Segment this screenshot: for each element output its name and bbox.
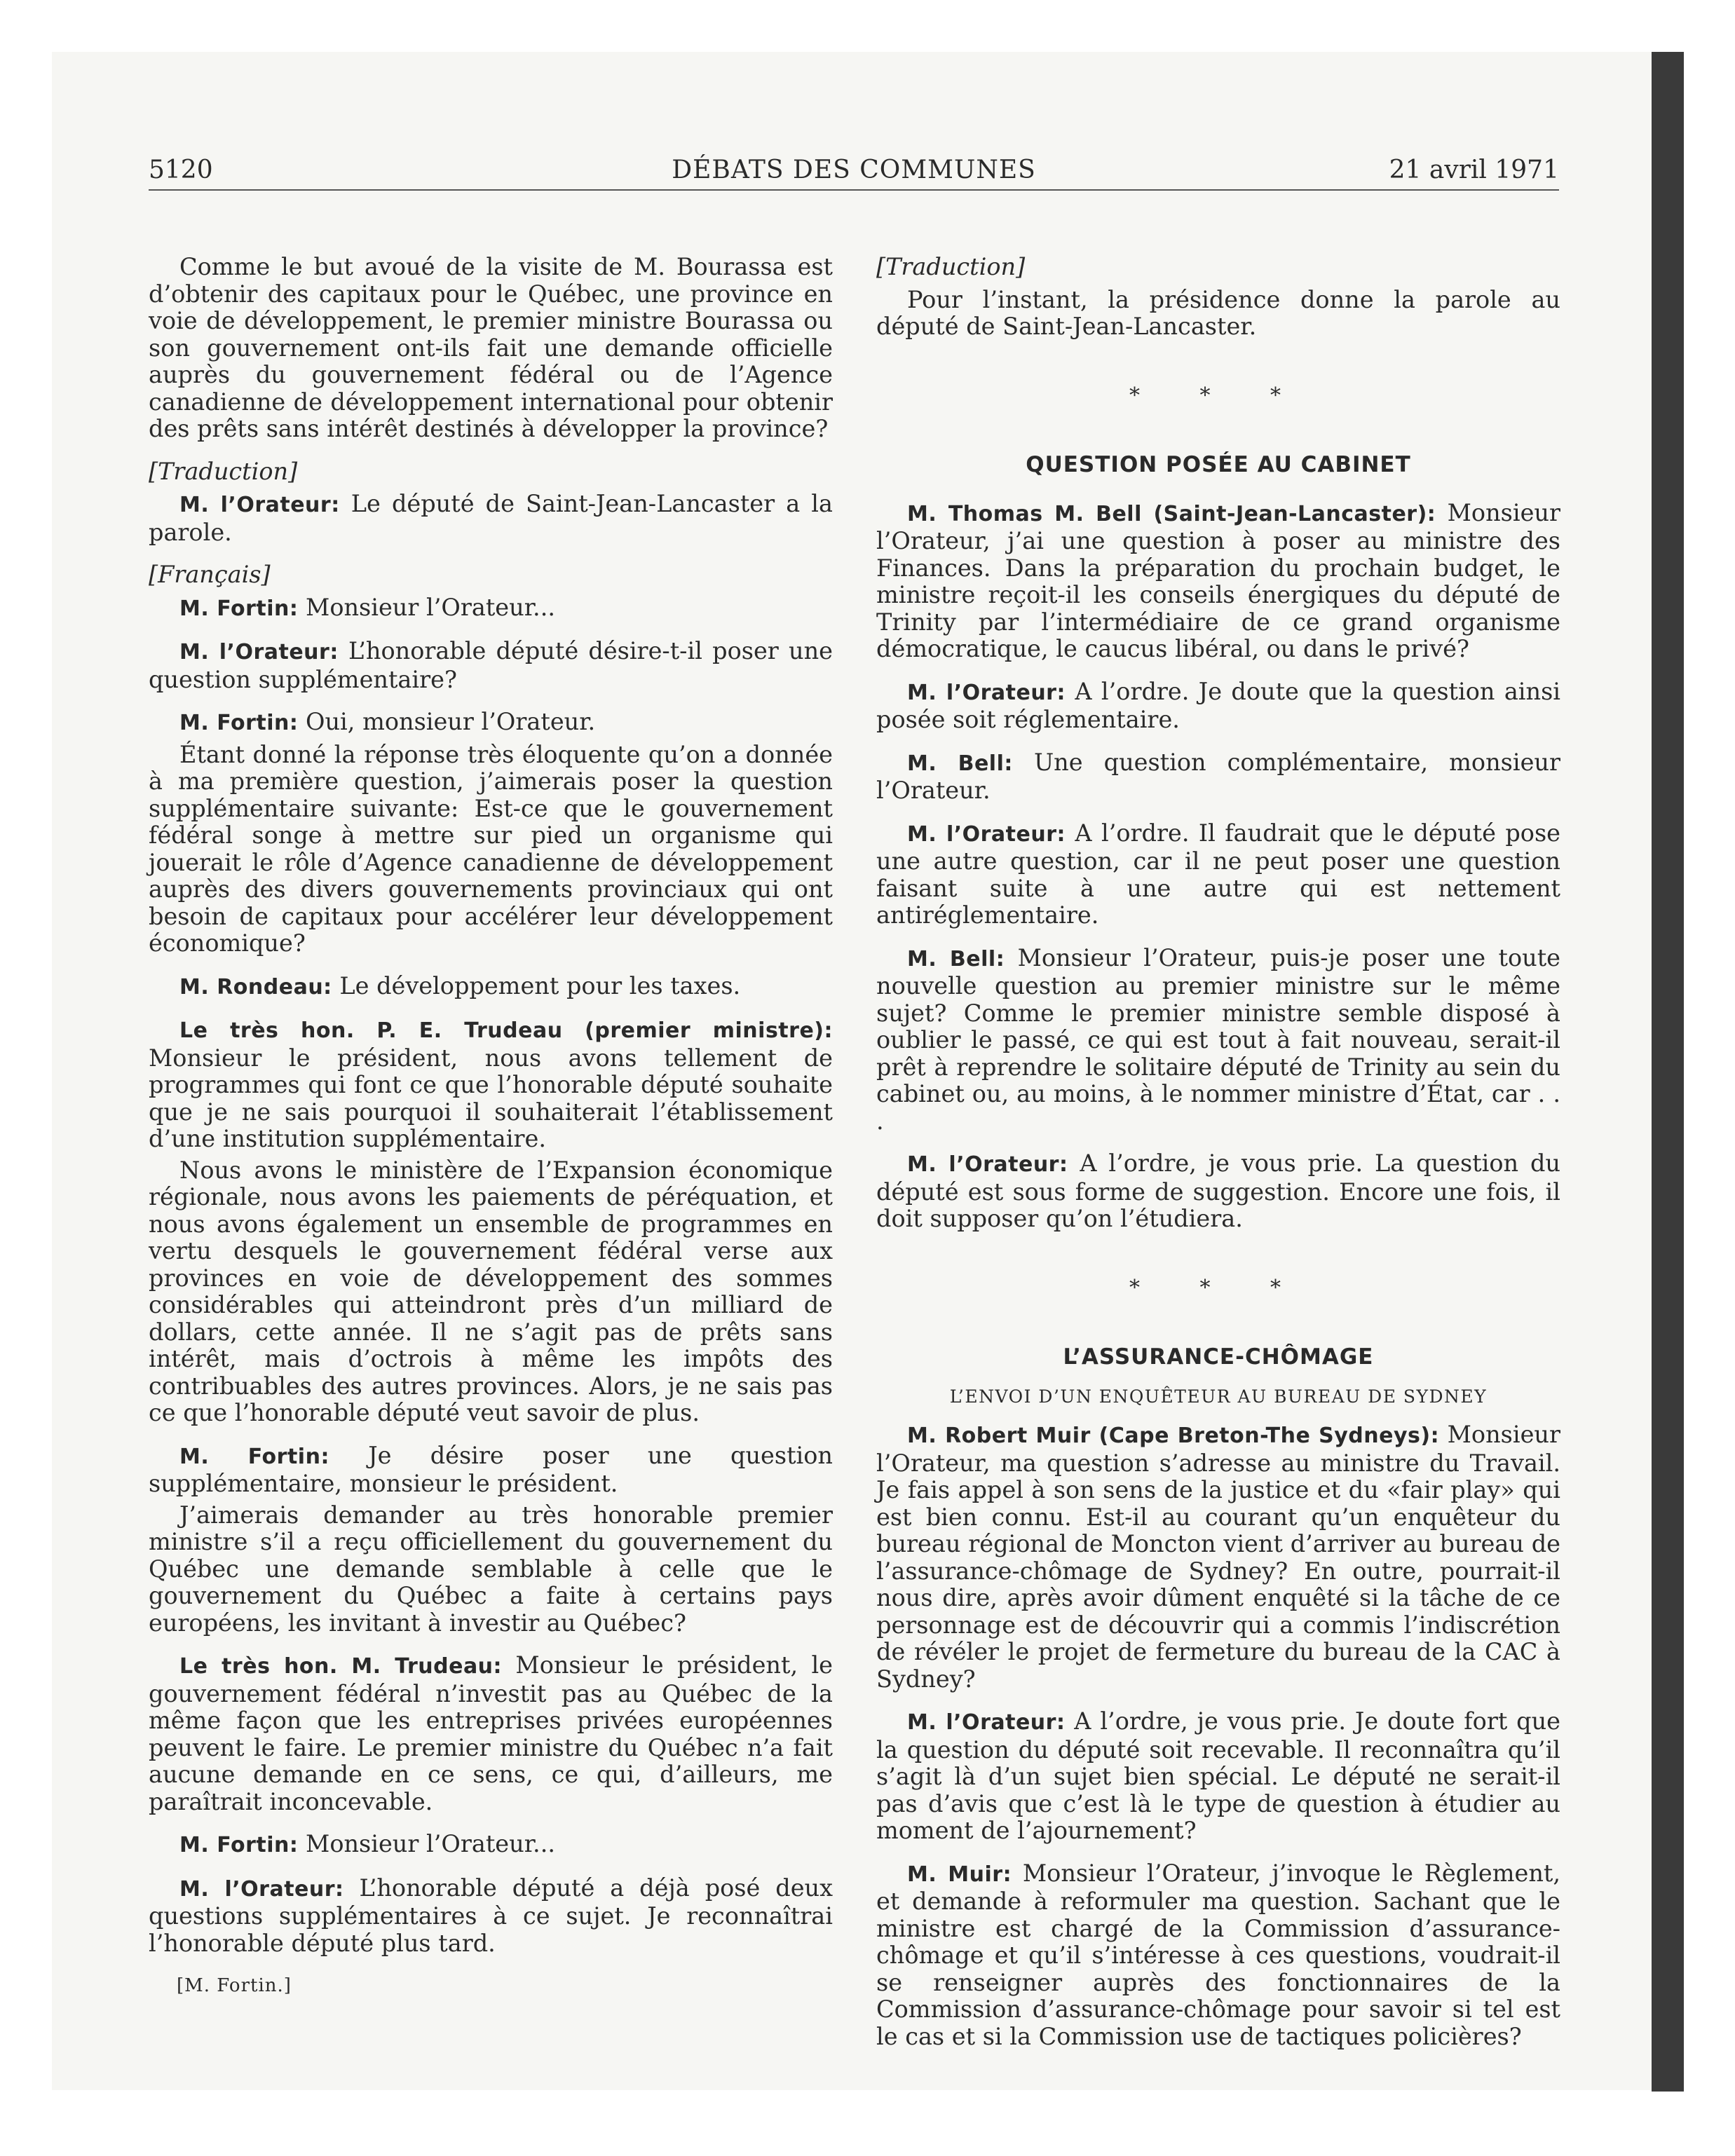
speech [149, 1442, 833, 1498]
speech [149, 1831, 833, 1860]
speaker: M. l’Orateur: [907, 821, 1066, 847]
section-separator: * * * [1129, 383, 1308, 408]
speaker: M. Fortin: [179, 711, 299, 735]
speaker: M. l’Orateur: [907, 1710, 1066, 1735]
paragraph: Pour l’instant, la présidence donne la parole au député de Saint-Jean-Lancaster. [876, 285, 1560, 340]
speech-text: Une question complémentaire, monsieur l’Orateur. [876, 748, 1560, 804]
translation-note [876, 254, 1560, 281]
speaker-reference: [M. Fortin.] [177, 1975, 292, 1996]
speech-text: L’honorable député a déjà posé deux questions supplémentaires à ce sujet. Je reconnaîtrai l’honorable député plus tard. [149, 1874, 833, 1957]
speaker: M. Fortin: [179, 596, 299, 621]
speaker: M. l’Orateur: [179, 640, 339, 664]
paragraph: Étant donné la réponse très éloquente qu’on a donnée à ma première question, j’aimerais poser la question supplémentaire suivante: Est-ce que le gouvernement fédéral songe à mettre sur pied un organisme qui jouerait le rôle d’Agence canadienne de développement auprès des divers gouvernements provinciaux qui ont besoin de capitaux pour accélérer leur développement économique? [149, 740, 833, 957]
paragraph: Nous avons le ministère de l’Expansion économique régionale, nous avons les paiements de péréquation, et nous avons également un ensemble de programmes en vertu desquels le gouvernement fédéral verse aux provinces en voie de développement des sommes considérables qui atteindront près d’un milliard de dollars, cette année. Il ne s’agit pas de prêts sans intérêt, mais d’octrois à même les impôts des contribuables des autres provinces. Alors, je ne sais pas ce que l’honorable député veut savoir de plus. [149, 1156, 833, 1426]
section-subheading: L’ENVOI D’UN ENQUÊTEUR AU BUREAU DE SYDNEY [949, 1386, 1488, 1407]
section-heading: QUESTION POSÉE AU CABINET [1026, 452, 1411, 477]
speech [149, 709, 833, 737]
language-note [149, 561, 833, 589]
speech [876, 820, 1560, 929]
speech [876, 1708, 1560, 1845]
speaker: M. l’Orateur: [907, 680, 1066, 705]
page-number: 5120 [149, 156, 213, 184]
page-header [149, 153, 1559, 191]
speaker: M. Thomas M. Bell (Saint-Jean-Lancaster): [907, 501, 1436, 526]
section-heading: L’ASSURANCE-CHÔMAGE [1063, 1344, 1374, 1370]
speech-text: A l’ordre. Je doute que la question ainsi posée soit réglementaire. [876, 677, 1560, 733]
speaker: M. Fortin: [179, 1833, 299, 1857]
speech-text: Je désire poser une question supplémentaire, monsieur le président. [149, 1441, 833, 1497]
speech-text: L’honorable député désire-t-il poser une question supplémentaire? [149, 637, 833, 693]
left-column [149, 254, 833, 2000]
paragraph: Comme le but avoué de la visite de M. Bourassa est d’obtenir des capitaux pour le Québec, une province en voie de développement, le premier ministre Bourassa ou son gouvernement ont-ils fait une demande officielle auprès du gouvernement fédéral ou de l’Agence canadienne de développement international pour obtenir des prêts sans intérêt destinés à développer la province? [149, 253, 833, 442]
speech-text: Le développement pour les taxes. [339, 971, 741, 999]
note-text: [Traduction] [149, 457, 298, 485]
speech [149, 973, 833, 1002]
speech [876, 678, 1560, 734]
speech [149, 491, 833, 546]
right-column [876, 254, 1560, 2066]
note-text: [Traduction] [876, 253, 1026, 280]
speech-text: Monsieur l’Orateur... [306, 1830, 555, 1857]
speech [876, 500, 1560, 663]
publication-title: DÉBATS DES COMMUNES [672, 156, 1036, 184]
speech-text: Monsieur l’Orateur, ma question s’adresse au ministre du Travail. Je fais appel à son sens de la justice et du «fair play» qui est bien connu. Est-il au courant qu’un enquêteur du bureau régional de Moncton vient d’arriver au bureau de l’assurance-chômage de Sydney? En outre, pourrait-il nous dire, après avoir dûment enquêté si la tâche de ce personnage est de découvrir qui a commis l’indiscrétion de révéler le projet de fermeture du bureau de la CAC à Sydney? [876, 1421, 1560, 1693]
speaker: M. Fortin: [179, 1444, 329, 1469]
speech [876, 1421, 1560, 1693]
speech [149, 1875, 833, 1958]
speech-text: Monsieur l’Orateur... [306, 593, 555, 621]
speaker: M. Robert Muir (Cape Breton-The Sydneys): [907, 1424, 1440, 1448]
speech-text: A l’ordre. Il faudrait que le député pose une autre question, car il ne peut poser une question faisant suite à une autre qui est nettement antiréglementaire. [876, 819, 1560, 929]
speaker: M. Bell: [907, 946, 1005, 971]
speech [876, 749, 1560, 805]
speech [876, 1150, 1560, 1233]
speech [149, 1016, 833, 1153]
speech-text: Monsieur l’Orateur, j’ai une question à poser au ministre des Finances. Dans la préparation du prochain budget, le ministre reçoit-il les conseils énergiques du député de Trinity par l’intermédiaire de ce grand organisme démocratique, le caucus libéral, ou dans le privé? [876, 498, 1560, 662]
speech [876, 1860, 1560, 2051]
speaker: Le très hon. P. E. Trudeau (premier ministre): [179, 1018, 833, 1043]
speech-text: Oui, monsieur l’Orateur. [306, 708, 596, 735]
publication-date: 21 avril 1971 [1389, 156, 1559, 184]
paragraph: J’aimerais demander au très honorable premier ministre s’il a reçu officiellement du gouvernement du Québec une demande semblable à celle que le gouvernement du Québec a faite à certains pays européens, les invitant à investir au Québec? [149, 1501, 833, 1637]
translation-note [149, 458, 833, 486]
speech-text: A l’ordre, je vous prie. Je doute fort que la question du député soit recevable. Il reconnaîtra qu’il s’agit là d’un sujet bien spécial. Le député ne serait-il pas d’avis que c’est là le type de question à étudier au moment de l’ajournement? [876, 1707, 1560, 1844]
speaker: M. Rondeau: [179, 974, 332, 999]
speech [149, 638, 833, 693]
speaker: Le très hon. M. Trudeau: [179, 1654, 503, 1679]
speech-text: Monsieur le président, le gouvernement fédéral n’investit pas au Québec de la même façon que les entreprises privées européennes peuvent le faire. Le premier ministre du Québec n’a fait aucune demande en ce sens, ce qui, d’ailleurs, me paraîtrait inconcevable. [149, 1651, 833, 1815]
speaker: M. l’Orateur: [179, 493, 340, 517]
speaker: M. Muir: [907, 1862, 1012, 1887]
speech-text: Monsieur l’Orateur, puis-je poser une toute nouvelle question au premier ministre sur le même sujet? Comme le premier ministre semble disposé à oublier le passé, ce qui est tout à fait nouveau, serait-il prêt à reprendre le solitaire député de Trinity au sein du cabinet ou, au moins, à le nommer ministre d’État, car . . . [876, 943, 1560, 1135]
speech-text: Monsieur l’Orateur, j’invoque le Règlement, et demande à reformuler ma question. Sachant que le ministre est chargé de la Commission d’assurance-chômage et qu’il s’intéresse à ces questions, voudrait-il se renseigner auprès des fonctionnaires de la Commission d’assurance-chômage pour savoir si tel est le cas et si la Commission use de tactiques policières? [876, 1859, 1561, 2050]
speech-text: A l’ordre, je vous prie. La question du député est sous forme de suggestion. Encore une fois, il doit supposer qu’on l’étudiera. [876, 1149, 1560, 1232]
speech [149, 1652, 833, 1815]
speech-text: Monsieur le président, nous avons tellement de programmes qui font ce que l’honorable député souhaite que je ne sais pourquoi il souhaiterait l’établissement d’une institution supplémentaire. [149, 1044, 833, 1152]
speaker: M. Bell: [907, 751, 1013, 776]
speaker: M. l’Orateur: [907, 1152, 1068, 1177]
note-text: [Français] [149, 561, 271, 588]
page-binding-edge [1652, 52, 1684, 2092]
speaker: M. l’Orateur: [179, 1876, 344, 1902]
speech-text: Le député de Saint-Jean-Lancaster a la parole. [149, 490, 833, 546]
speech [149, 594, 833, 623]
speech [876, 945, 1560, 1135]
section-separator: * * * [1129, 1275, 1308, 1300]
